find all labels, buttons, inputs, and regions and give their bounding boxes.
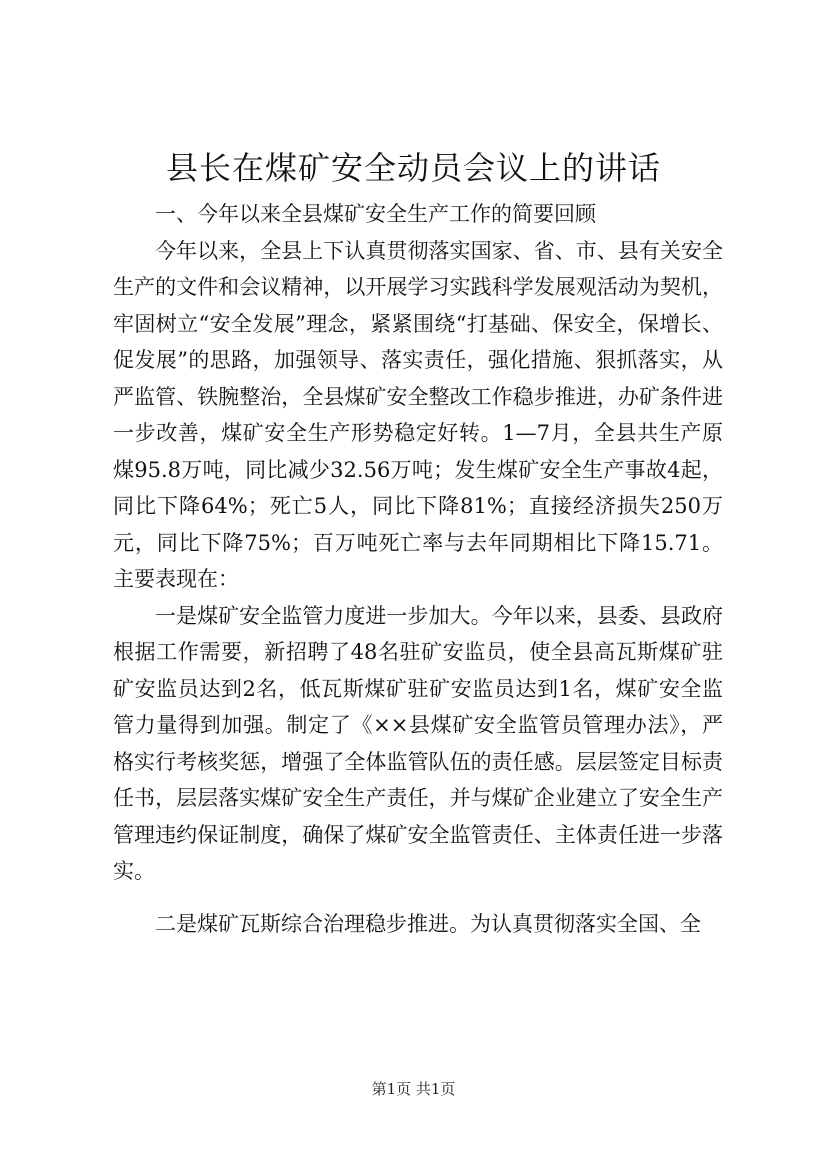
page-footer: 第1页 共1页 xyxy=(371,1080,456,1098)
document-body xyxy=(113,196,723,942)
document-title: 县长在煤矿安全动员会议上的讲话 xyxy=(165,149,661,187)
paragraph-supervision: 一是煤矿安全监管力度进一步加大。今年以来，县委、县政府根据工作需要，新招聘了48名驻矿安监员，使全县高瓦斯煤矿驻矿安监员达到2名，低瓦斯煤矿驻矿安监员达到1名，煤矿安全监管力量得到加强。制定了《××县煤矿安全监管员管理办法》，严格实行考核奖惩，增强了全体监管队伍的责任感。层层签定目标责任书，层层落实煤矿安全生产责任，并与煤矿企业建立了安全生产管理违约保证制度，确保了煤矿安全监管责任、主体责任进一步落实。 xyxy=(113,603,723,883)
section-heading: 一、今年以来全县煤矿安全生产工作的简要回顾 xyxy=(155,202,596,226)
paragraph-intro: 今年以来，全县上下认真贯彻落实国家、省、市、县有关安全生产的文件和会议精神，以开展学习实践科学发展观活动为契机，牢固树立“安全发展”理念，紧紧围绕“打基础、保安全，保增长、促发展”的思路，加强领导、落实责任，强化措施、狠抓落实，从严监管、铁腕整治，全县煤矿安全整改工作稳步推进，办矿条件进一步改善，煤矿安全生产形势稳定好转。1—7月，全县共生产原煤95.8万吨，同比减少32.56万吨；发生煤矿安全生产事故4起，同比下降64%；死亡5人，同比下降81%；直接经济损失250万元，同比下降75%；百万吨死亡率与去年同期相比下降15.71。主要表现在： xyxy=(113,238,723,591)
paragraph-gas-control: 二是煤矿瓦斯综合治理稳步推进。为认真贯彻落实全国、全 xyxy=(155,911,701,936)
